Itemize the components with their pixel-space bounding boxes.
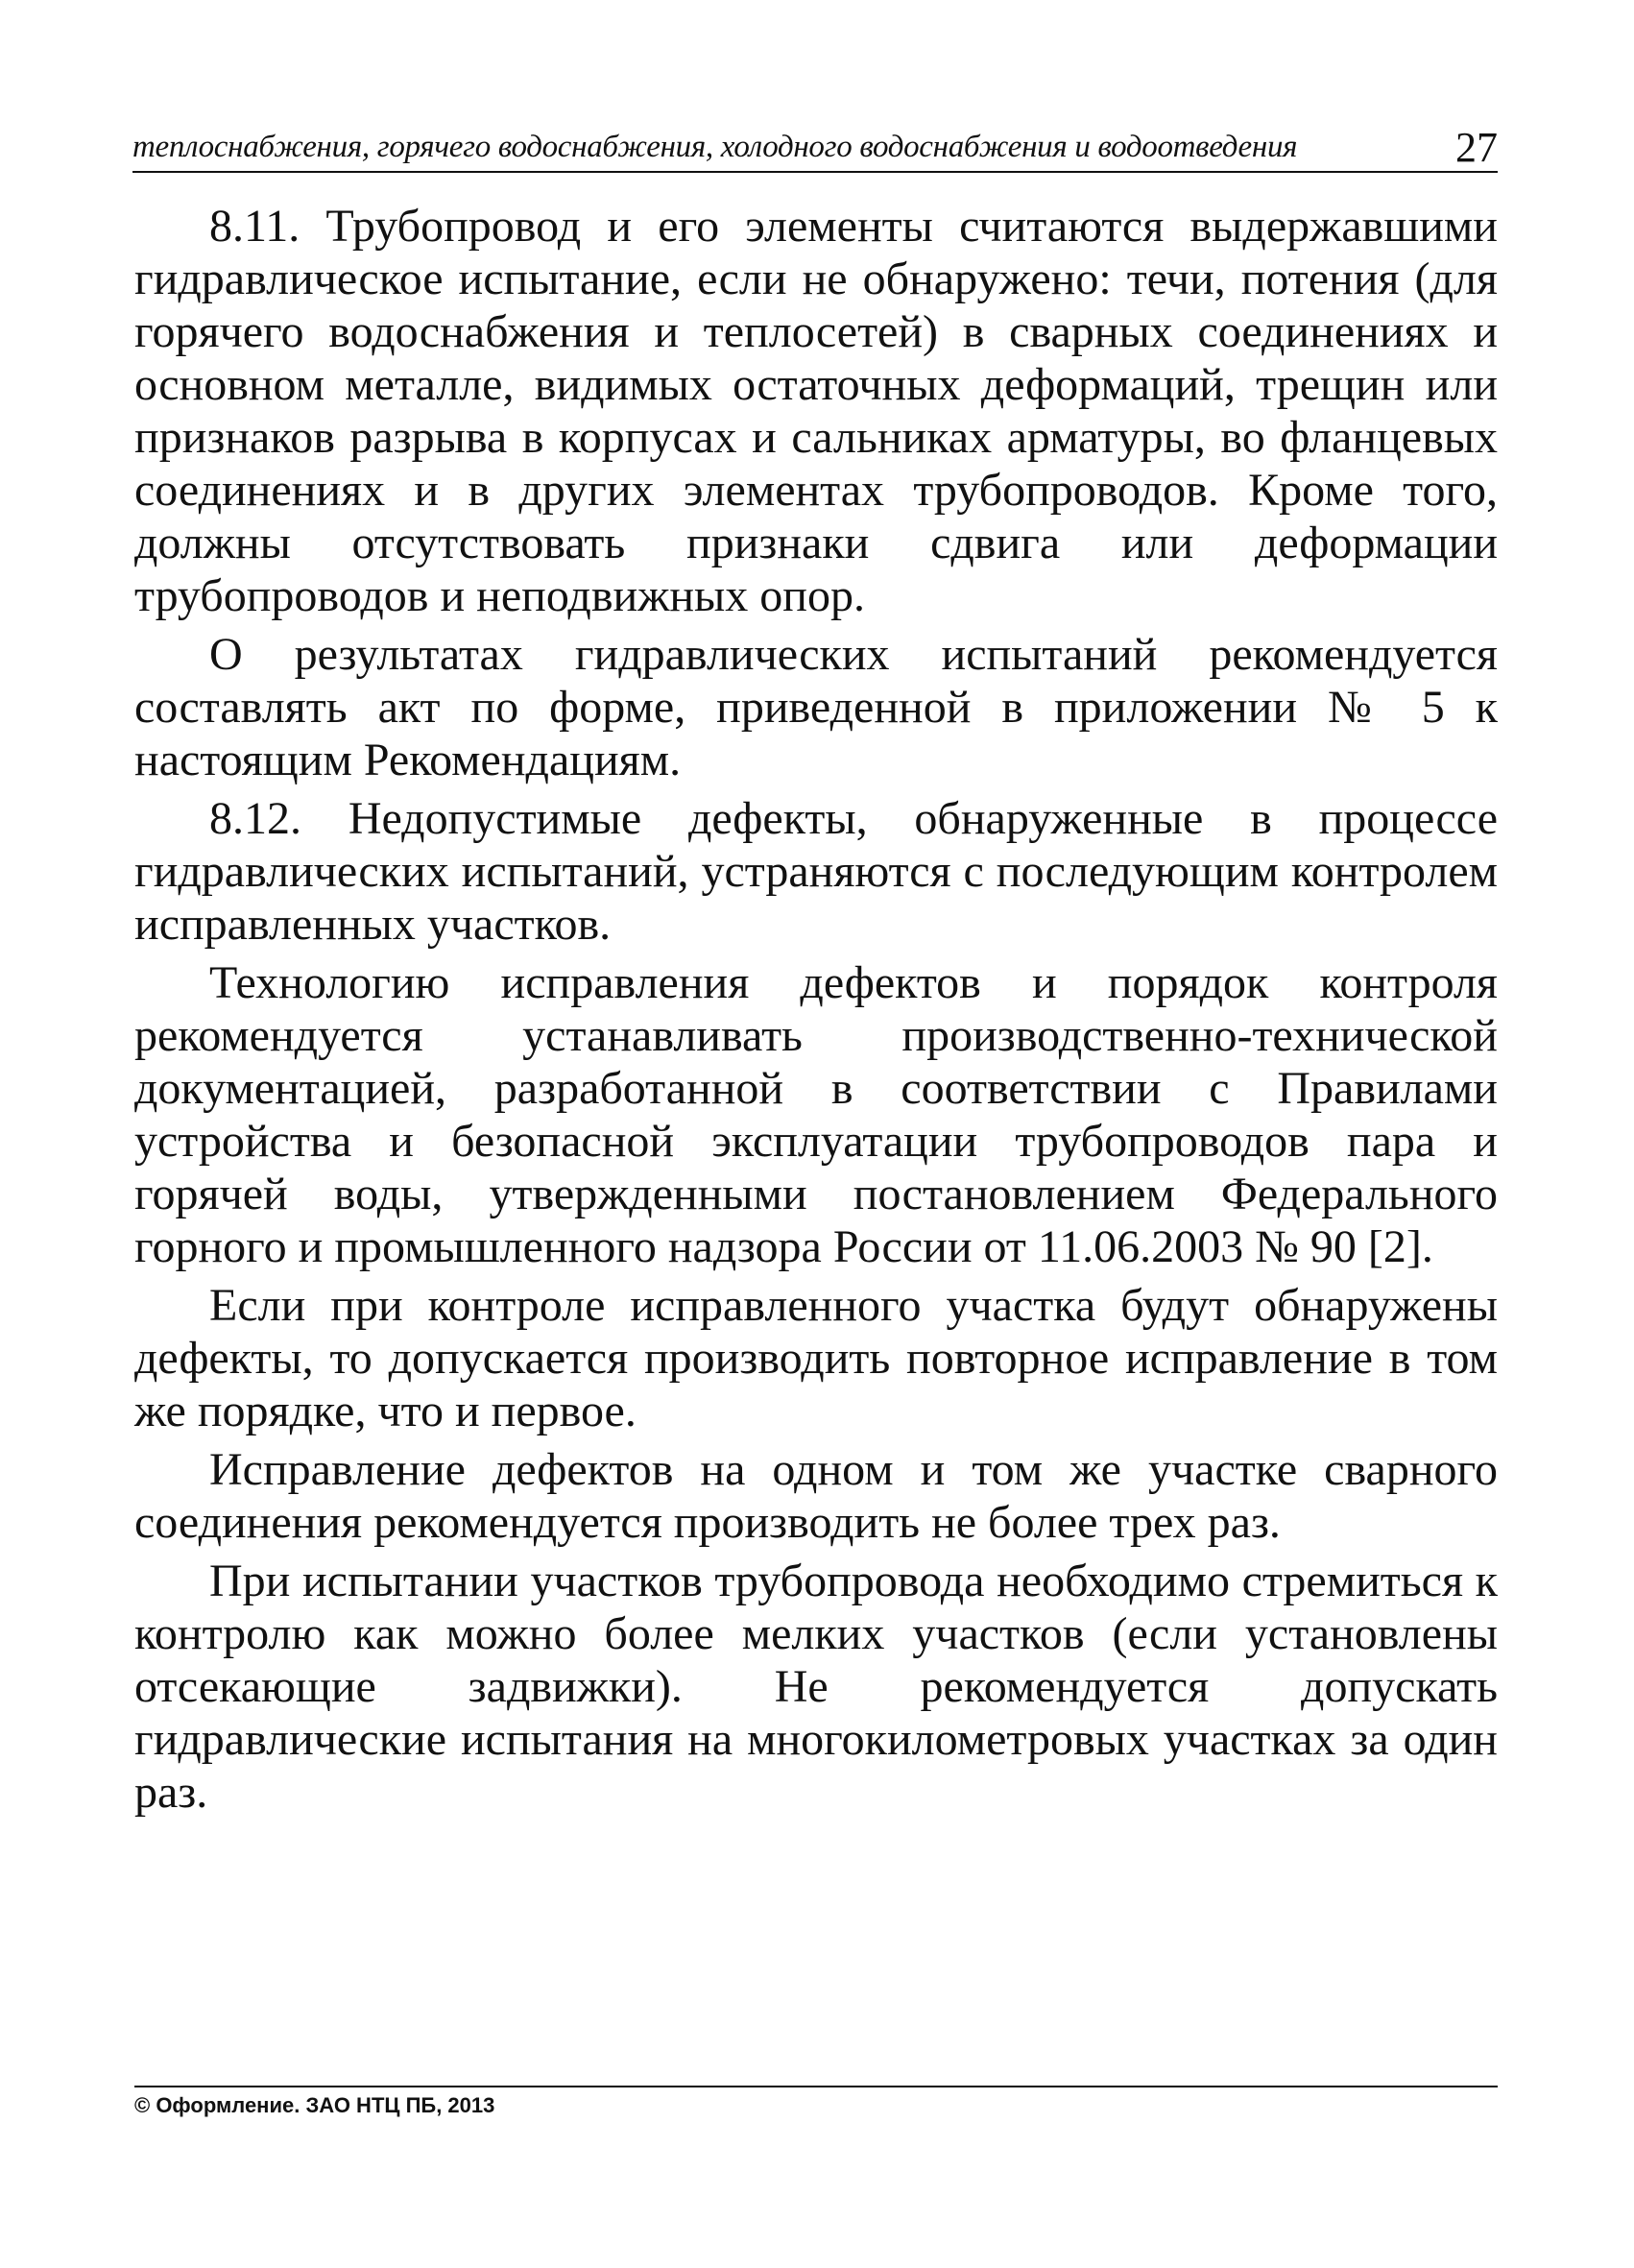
paragraph-repeat-repair: Если при контроле исправленного участка будут обнаружены дефекты, то допускается производить повторное исправление в том же порядке, что и первое. — [134, 1280, 1498, 1436]
paragraph-8-12: 8.12. Недопустимые дефекты, обнаруженные в процессе гидравлических испытаний, устраняются с последующим контролем исправленных участков. — [134, 793, 1498, 950]
page-number: 27 — [1455, 124, 1498, 171]
paragraph-repair-limit: Исправление дефектов на одном и том же участке сварного соединения рекомендуется производить не более трех раз. — [134, 1444, 1498, 1548]
footer-divider — [134, 2086, 1498, 2087]
paragraph-repair-technology: Технологию исправления дефектов и порядок контроля рекомендуется устанавливать производственно-технической документацией, разработанной в соответствии с Правилами устройства и безопасной эксплуатации трубопроводов пара и горячей воды, утвержденными постановлением Федерального горного и промышленного надзора России от 11.06.2003 № 90 [2]. — [134, 957, 1498, 1272]
paragraph-test-report: О результатах гидравлических испытаний рекомендуется составлять акт по форме, приведенной в приложении № 5 к настоящим Рекомендациям. — [134, 629, 1498, 785]
body-text — [134, 200, 1498, 1824]
running-header — [132, 117, 1498, 173]
paragraph-8-11: 8.11. Трубопровод и его элементы считаются выдержавшими гидравлическое испытание, если не обнаружено: течи, потения (для горячего водоснабжения и теплосетей) в сварных соединениях и основном металле, видимых остаточных деформаций, трещин или признаков разрыва в корпусах и сальниках арматуры, во фланцевых соединениях и в других элементах трубопроводов. Кроме того, должны отсутствовать признаки сдвига или деформации трубопроводов и неподвижных опор. — [134, 201, 1498, 621]
running-header-title: теплоснабжения, горячего водоснабжения, холодного водоснабжения и водоотведения — [132, 130, 1298, 164]
footer-copyright: © Оформление. ЗАО НТЦ ПБ, 2013 — [134, 2093, 495, 2117]
paragraph-section-testing: При испытании участков трубопровода необходимо стремиться к контролю как можно более мелких участков (если установлены отсекающие задвижки). Не рекомендуется допускать гидравлические испытания на многокилометровых участках за один раз. — [134, 1556, 1498, 1818]
